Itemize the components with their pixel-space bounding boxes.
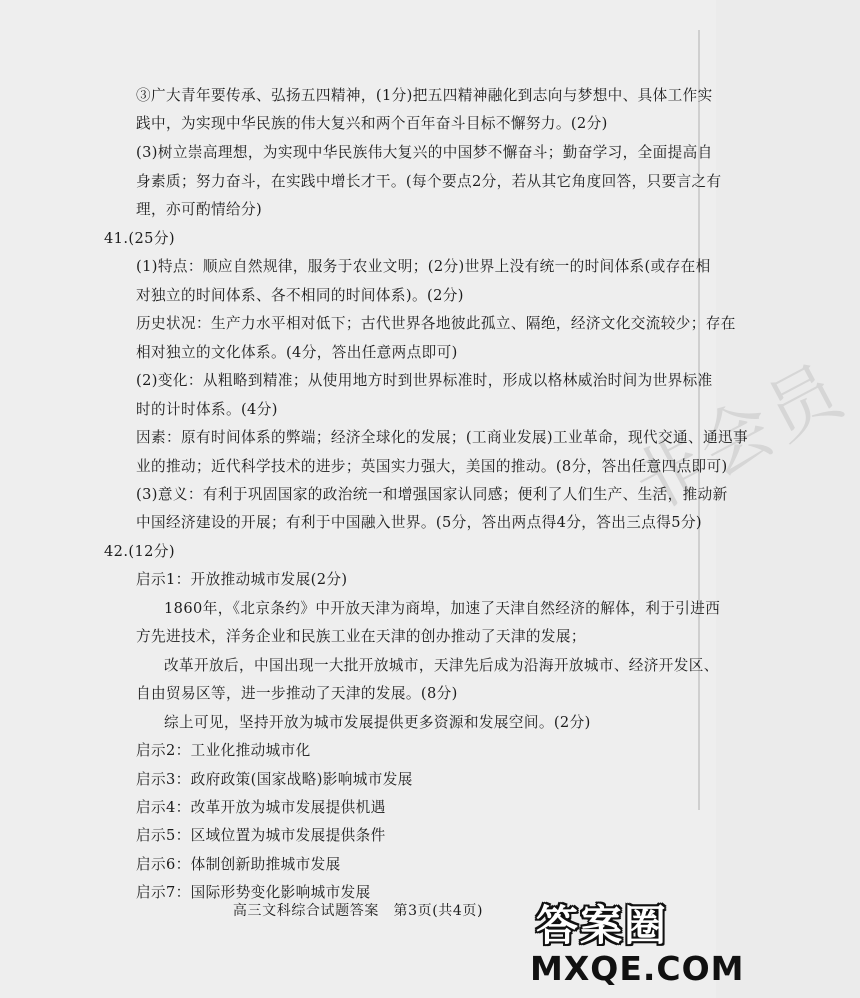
answer-line: 启示5：区域位置为城市发展提供条件 bbox=[136, 827, 386, 844]
page-footer: 高三文科综合试题答案 第3页(共4页) bbox=[232, 903, 484, 919]
answer-line: 综上可见，坚持开放为城市发展提供更多资源和发展空间。(2分) bbox=[164, 714, 591, 731]
site-logo bbox=[530, 893, 745, 993]
watermark: 非会员 bbox=[617, 347, 859, 529]
question-number: 41.(25分) bbox=[104, 230, 175, 247]
answer-line: 业的推动；近代科学技术的进步；英国实力强大，美国的推动。(8分，答出任意四点即可) bbox=[136, 458, 728, 475]
answer-line: 方先进技术，洋务企业和民族工业在天津的创办推动了天津的发展； bbox=[136, 628, 586, 645]
answer-line: 启示2：工业化推动城市化 bbox=[136, 742, 311, 759]
answer-line: (3)意义：有利于巩固国家的政治统一和增强国家认同感；便利了人们生产、生活，推动新 bbox=[136, 486, 728, 503]
answer-line: 启示7：国际形势变化影响城市发展 bbox=[136, 884, 371, 901]
answer-line: 时的计时体系。(4分) bbox=[136, 401, 278, 418]
answer-line: 1860年，《北京条约》中开放天津为商埠，加速了天津自然经济的解体，利于引进西 bbox=[164, 600, 721, 617]
answer-line: (3)树立崇高理想，为实现中华民族伟大复兴的中国梦不懈奋斗；勤奋学习，全面提高自 bbox=[136, 144, 713, 161]
answer-line: 中国经济建设的开展；有利于中国融入世界。(5分，答出两点得4分，答出三点得5分) bbox=[136, 514, 703, 531]
logo-domain: MXQE.COM bbox=[530, 949, 745, 988]
answer-line: 启示1：开放推动城市发展(2分) bbox=[136, 571, 348, 588]
answer-line: (2)变化：从粗略到精准；从使用地方时到世界标准时，形成以格林威治时间为世界标准 bbox=[136, 372, 713, 389]
answer-line: 践中，为实现中华民族的伟大复兴和两个百年奋斗目标不懈努力。(2分) bbox=[136, 115, 608, 132]
answer-line: (1)特点：顺应自然规律，服务于农业文明；(2分)世界上没有统一的时间体系(或存在相 bbox=[136, 258, 711, 275]
answer-line: 因素：原有时间体系的弊端；经济全球化的发展；(工商业发展)工业革命，现代交通、通迅事 bbox=[136, 429, 748, 446]
answer-line: 启示3：政府政策(国家战略)影响城市发展 bbox=[136, 771, 413, 788]
logo-title: 答案圈 bbox=[536, 901, 669, 950]
answer-line: 身素质；努力奋斗，在实践中增长才干。(每个要点2分，若从其它角度回答，只要言之有 bbox=[136, 173, 722, 190]
answer-line: 对独立的时间体系、各不相同的时间体系)。(2分) bbox=[136, 287, 464, 304]
answer-line: 改革开放后，中国出现一大批开放城市，天津先后成为沿海开放城市、经济开发区、 bbox=[164, 657, 719, 674]
answer-line: ③广大青年要传承、弘扬五四精神，(1分)把五四精神融化到志向与梦想中、具体工作实 bbox=[136, 87, 713, 104]
question-number: 42.(12分) bbox=[104, 543, 175, 560]
answer-line: 理，亦可酌情给分) bbox=[136, 201, 263, 218]
answer-line: 历史状况：生产力水平相对低下；古代世界各地彼此孤立、隔绝，经济文化交流较少；存在 bbox=[136, 315, 736, 332]
answer-line: 启示6：体制创新助推城市发展 bbox=[136, 856, 341, 873]
answer-line: 相对独立的文化体系。(4分，答出任意两点即可) bbox=[136, 344, 458, 361]
answer-line: 自由贸易区等，进一步推动了天津的发展。(8分) bbox=[136, 685, 458, 702]
answer-line: 启示4：改革开放为城市发展提供机遇 bbox=[136, 799, 386, 816]
